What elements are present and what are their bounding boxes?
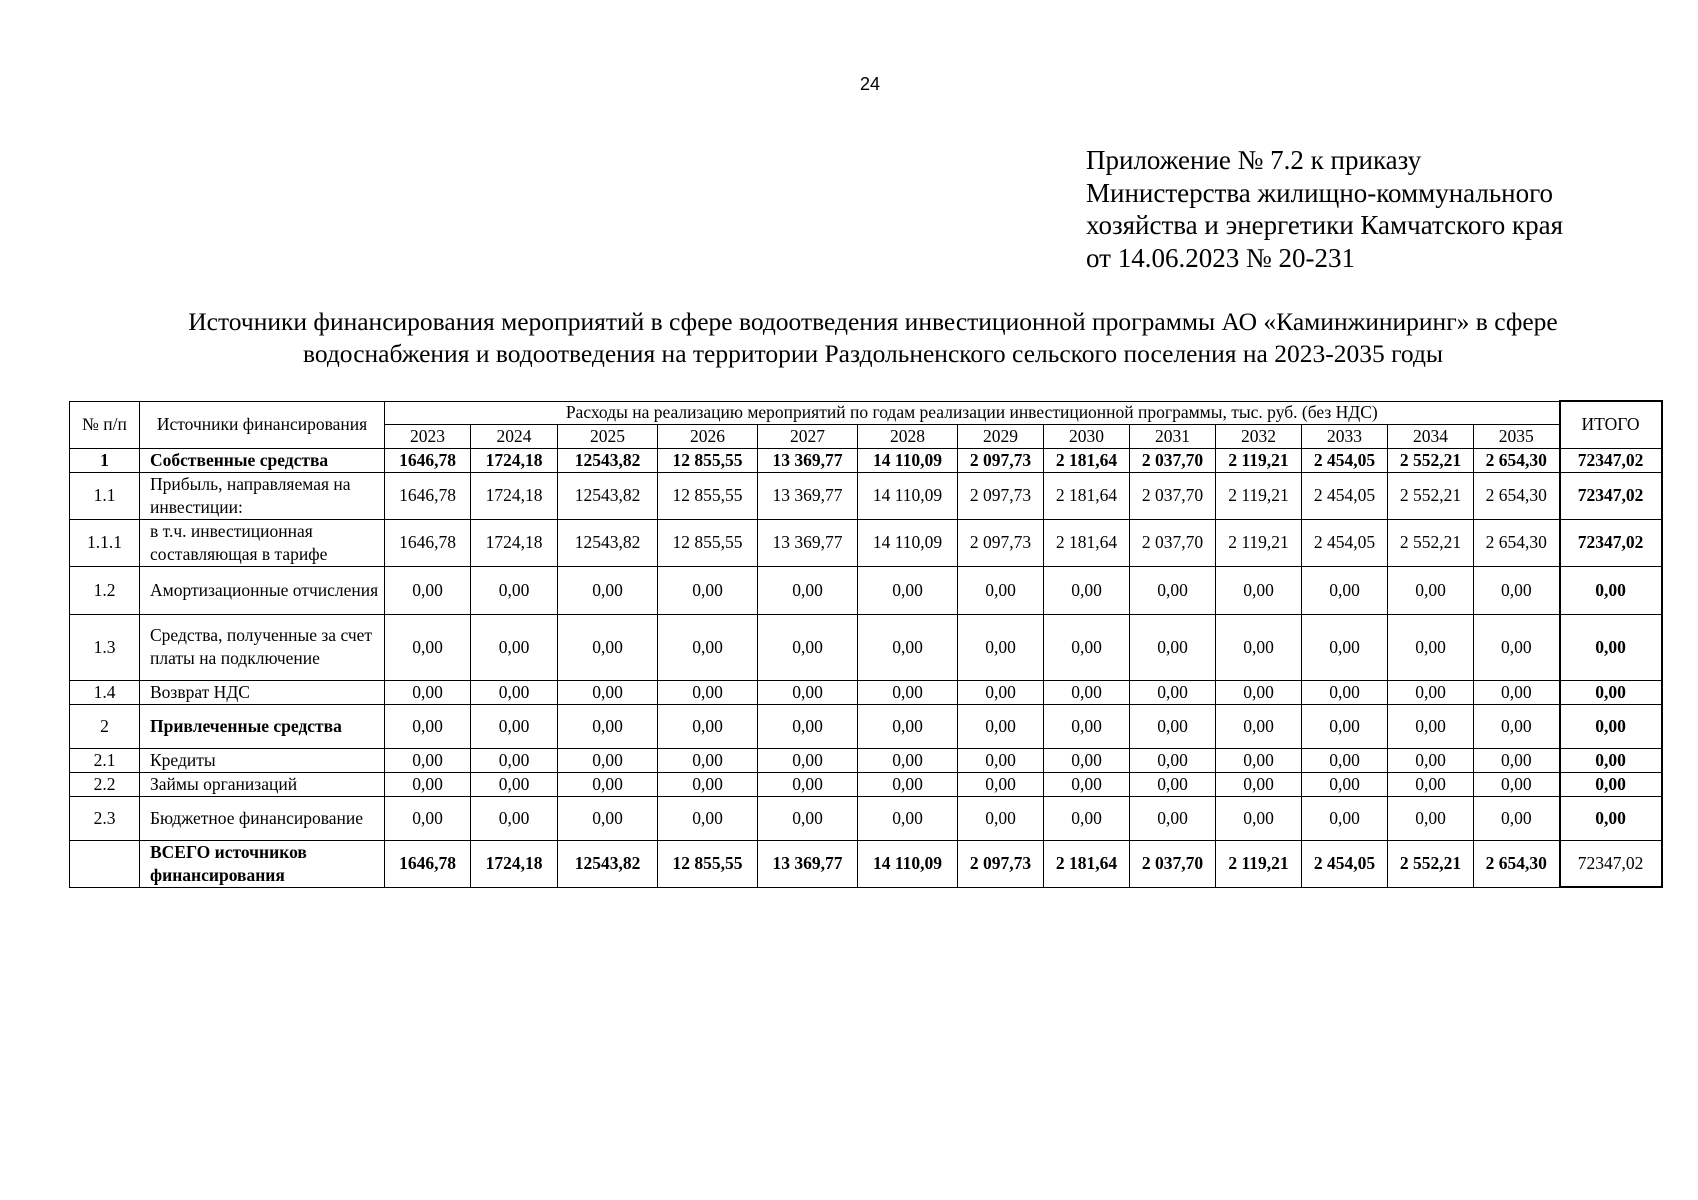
row-value: 0,00	[385, 796, 471, 840]
table-row	[70, 772, 1662, 796]
row-value: 0,00	[1216, 566, 1302, 614]
row-value: 2 552,21	[1388, 840, 1474, 887]
row-value: 0,00	[385, 704, 471, 748]
row-total: 72347,02	[1560, 472, 1662, 519]
row-value: 2 552,21	[1388, 448, 1474, 472]
row-value: 0,00	[858, 772, 958, 796]
row-value: 0,00	[1388, 566, 1474, 614]
row-source: Амортизационные отчисления	[140, 566, 385, 614]
row-value: 0,00	[658, 796, 758, 840]
row-num	[70, 840, 140, 887]
row-value: 0,00	[858, 614, 958, 680]
row-value: 0,00	[1216, 614, 1302, 680]
row-value: 0,00	[558, 796, 658, 840]
row-value: 0,00	[858, 566, 958, 614]
row-value: 12543,82	[558, 840, 658, 887]
row-num: 1.1.1	[70, 519, 140, 566]
row-num: 1.2	[70, 566, 140, 614]
header-year: 2035	[1474, 424, 1560, 448]
row-value: 2 552,21	[1388, 472, 1474, 519]
row-value: 2 037,70	[1130, 840, 1216, 887]
row-value: 0,00	[1216, 680, 1302, 704]
row-total: 0,00	[1560, 772, 1662, 796]
row-value: 2 119,21	[1216, 519, 1302, 566]
row-value: 2 037,70	[1130, 472, 1216, 519]
row-value: 0,00	[1130, 614, 1216, 680]
row-value: 2 654,30	[1474, 472, 1560, 519]
row-value: 0,00	[1474, 748, 1560, 772]
row-total: 72347,02	[1560, 519, 1662, 566]
row-value: 0,00	[1388, 772, 1474, 796]
row-value: 0,00	[1474, 796, 1560, 840]
row-value: 0,00	[1302, 796, 1388, 840]
row-value: 0,00	[958, 772, 1044, 796]
row-value: 2 454,05	[1302, 519, 1388, 566]
row-value: 0,00	[658, 614, 758, 680]
row-value: 0,00	[558, 614, 658, 680]
row-value: 0,00	[1388, 796, 1474, 840]
row-value: 0,00	[958, 566, 1044, 614]
row-value: 0,00	[471, 680, 558, 704]
row-source: Прибыль, направляемая на инвестиции:	[140, 472, 385, 519]
header-year: 2028	[858, 424, 958, 448]
row-value: 0,00	[1302, 704, 1388, 748]
row-source: Займы организаций	[140, 772, 385, 796]
row-num: 1.3	[70, 614, 140, 680]
row-value: 0,00	[1130, 796, 1216, 840]
row-value: 2 654,30	[1474, 519, 1560, 566]
row-value: 2 181,64	[1044, 519, 1130, 566]
header-expenses: Расходы на реализацию мероприятий по годам реализации инвестиционной программы, тыс. руб. (без НДС)	[385, 401, 1560, 424]
row-total: 0,00	[1560, 796, 1662, 840]
row-value: 0,00	[1474, 704, 1560, 748]
row-value: 0,00	[958, 614, 1044, 680]
row-value: 0,00	[858, 796, 958, 840]
row-value: 2 097,73	[958, 840, 1044, 887]
table-row	[70, 748, 1662, 772]
row-value: 0,00	[1302, 614, 1388, 680]
appendix-block	[1086, 144, 1563, 274]
row-value: 0,00	[958, 796, 1044, 840]
row-value: 1646,78	[385, 840, 471, 887]
row-value: 0,00	[1302, 566, 1388, 614]
row-value: 1724,18	[471, 840, 558, 887]
row-value: 0,00	[471, 566, 558, 614]
row-num: 2.2	[70, 772, 140, 796]
document-title	[60, 306, 1686, 370]
row-value: 13 369,77	[758, 840, 858, 887]
appendix-line: Министерства жилищно-коммунального	[1086, 177, 1554, 208]
table-row	[70, 566, 1662, 614]
row-value: 0,00	[385, 680, 471, 704]
row-value: 0,00	[658, 772, 758, 796]
row-value: 0,00	[1130, 704, 1216, 748]
row-value: 0,00	[385, 614, 471, 680]
row-source: Кредиты	[140, 748, 385, 772]
row-value: 13 369,77	[758, 472, 858, 519]
row-source: Собственные средства	[140, 448, 385, 472]
row-value: 0,00	[558, 748, 658, 772]
row-value: 0,00	[1216, 772, 1302, 796]
row-value: 0,00	[1130, 748, 1216, 772]
row-value: 0,00	[471, 796, 558, 840]
row-value: 1724,18	[471, 448, 558, 472]
row-value: 2 097,73	[958, 519, 1044, 566]
row-value: 2 181,64	[1044, 472, 1130, 519]
row-num: 1	[70, 448, 140, 472]
row-value: 2 119,21	[1216, 840, 1302, 887]
row-value: 1724,18	[471, 519, 558, 566]
header-total: ИТОГО	[1560, 401, 1662, 448]
table-row	[70, 472, 1662, 519]
row-value: 0,00	[758, 704, 858, 748]
row-value: 0,00	[471, 614, 558, 680]
row-value: 0,00	[1130, 680, 1216, 704]
row-value: 14 110,09	[858, 519, 958, 566]
row-value: 0,00	[1302, 748, 1388, 772]
row-value: 0,00	[1130, 566, 1216, 614]
row-value: 13 369,77	[758, 519, 858, 566]
row-value: 0,00	[385, 566, 471, 614]
header-year: 2029	[958, 424, 1044, 448]
header-year: 2034	[1388, 424, 1474, 448]
row-value: 2 654,30	[1474, 840, 1560, 887]
row-value: 2 037,70	[1130, 448, 1216, 472]
row-value: 0,00	[1388, 704, 1474, 748]
row-value: 0,00	[1044, 680, 1130, 704]
row-value: 1646,78	[385, 519, 471, 566]
row-value: 0,00	[1388, 680, 1474, 704]
header-year: 2033	[1302, 424, 1388, 448]
row-source: Бюджетное финансирование	[140, 796, 385, 840]
row-value: 0,00	[858, 704, 958, 748]
row-value: 0,00	[758, 614, 858, 680]
row-value: 0,00	[758, 680, 858, 704]
row-value: 0,00	[958, 680, 1044, 704]
row-value: 2 454,05	[1302, 840, 1388, 887]
row-value: 2 552,21	[1388, 519, 1474, 566]
header-year: 2026	[658, 424, 758, 448]
row-value: 2 097,73	[958, 472, 1044, 519]
row-source: Привлеченные средства	[140, 704, 385, 748]
row-num: 1.4	[70, 680, 140, 704]
row-value: 2 037,70	[1130, 519, 1216, 566]
row-source: ВСЕГО источников финансирования	[140, 840, 385, 887]
row-num: 2	[70, 704, 140, 748]
row-value: 0,00	[1474, 772, 1560, 796]
row-value: 0,00	[858, 748, 958, 772]
row-value: 12 855,55	[658, 840, 758, 887]
financing-table	[69, 400, 1663, 888]
row-value: 0,00	[1044, 566, 1130, 614]
row-value: 0,00	[1044, 796, 1130, 840]
header-year: 2031	[1130, 424, 1216, 448]
row-value: 0,00	[958, 748, 1044, 772]
row-total: 0,00	[1560, 680, 1662, 704]
row-value: 0,00	[1044, 772, 1130, 796]
row-value: 0,00	[1474, 680, 1560, 704]
row-value: 0,00	[385, 772, 471, 796]
row-value: 0,00	[1216, 748, 1302, 772]
title-line: водоснабжения и водоотведения на территории Раздольненского сельского поселения на 2023-2035 годы	[302, 339, 1444, 368]
header-num: № п/п	[70, 401, 140, 448]
row-value: 0,00	[1474, 614, 1560, 680]
table-row	[70, 796, 1662, 840]
row-value: 2 454,05	[1302, 448, 1388, 472]
header-year: 2032	[1216, 424, 1302, 448]
row-value: 12 855,55	[658, 472, 758, 519]
row-value: 0,00	[1130, 772, 1216, 796]
row-value: 0,00	[1474, 566, 1560, 614]
row-source: в т.ч. инвестиционная составляющая в тарифе	[140, 519, 385, 566]
row-num: 1.1	[70, 472, 140, 519]
table-row	[70, 704, 1662, 748]
row-value: 0,00	[758, 566, 858, 614]
row-value: 0,00	[1044, 614, 1130, 680]
row-value: 2 181,64	[1044, 448, 1130, 472]
page-number: 24	[859, 74, 881, 94]
table-row	[70, 448, 1662, 472]
row-value: 0,00	[658, 748, 758, 772]
row-value: 0,00	[1302, 680, 1388, 704]
title-line: Источники финансирования мероприятий в сфере водоотведения инвестиционной программы АО «Каминжиниринг» в сфере	[188, 307, 1558, 336]
row-value: 0,00	[658, 704, 758, 748]
row-value: 12543,82	[558, 519, 658, 566]
row-value: 0,00	[558, 680, 658, 704]
row-value: 14 110,09	[858, 840, 958, 887]
row-value: 2 119,21	[1216, 448, 1302, 472]
row-value: 0,00	[858, 680, 958, 704]
row-value: 0,00	[658, 680, 758, 704]
row-total: 72347,02	[1560, 448, 1662, 472]
header-source: Источники финансирования	[140, 401, 385, 448]
table-row	[70, 519, 1662, 566]
row-value: 14 110,09	[858, 472, 958, 519]
header-year: 2024	[471, 424, 558, 448]
row-value: 0,00	[1216, 704, 1302, 748]
row-value: 1646,78	[385, 448, 471, 472]
appendix-line: хозяйства и энергетики Камчатского края	[1086, 210, 1564, 240]
row-value: 12 855,55	[658, 448, 758, 472]
header-year: 2027	[758, 424, 858, 448]
row-num: 2.1	[70, 748, 140, 772]
row-value: 12543,82	[558, 472, 658, 519]
row-value: 2 454,05	[1302, 472, 1388, 519]
row-value: 14 110,09	[858, 448, 958, 472]
row-value: 0,00	[1302, 772, 1388, 796]
row-value: 0,00	[558, 772, 658, 796]
row-value: 12 855,55	[658, 519, 758, 566]
header-year: 2025	[558, 424, 658, 448]
row-value: 1724,18	[471, 472, 558, 519]
row-total: 0,00	[1560, 748, 1662, 772]
row-total: 0,00	[1560, 704, 1662, 748]
row-value: 0,00	[471, 748, 558, 772]
header-year: 2030	[1044, 424, 1130, 448]
row-value: 0,00	[1388, 614, 1474, 680]
table-row	[70, 680, 1662, 704]
row-source: Возврат НДС	[140, 680, 385, 704]
row-total: 72347,02	[1560, 840, 1662, 887]
row-value: 1646,78	[385, 472, 471, 519]
row-value: 0,00	[1044, 704, 1130, 748]
row-value: 0,00	[471, 772, 558, 796]
row-value: 0,00	[558, 704, 658, 748]
row-value: 0,00	[471, 704, 558, 748]
row-value: 0,00	[958, 704, 1044, 748]
row-value: 2 654,30	[1474, 448, 1560, 472]
row-source: Средства, полученные за счет платы на подключение	[140, 614, 385, 680]
table-row	[70, 840, 1662, 887]
header-year: 2023	[385, 424, 471, 448]
row-value: 0,00	[1388, 748, 1474, 772]
row-value: 2 181,64	[1044, 840, 1130, 887]
row-value: 2 119,21	[1216, 472, 1302, 519]
row-value: 0,00	[385, 748, 471, 772]
row-total: 0,00	[1560, 614, 1662, 680]
table-row	[70, 614, 1662, 680]
row-value: 0,00	[1044, 748, 1130, 772]
row-value: 0,00	[658, 566, 758, 614]
row-value: 0,00	[758, 748, 858, 772]
row-value: 12543,82	[558, 448, 658, 472]
appendix-line: от 14.06.2023 № 20-231	[1086, 242, 1355, 273]
row-value: 0,00	[758, 796, 858, 840]
row-num: 2.3	[70, 796, 140, 840]
row-value: 2 097,73	[958, 448, 1044, 472]
row-value: 13 369,77	[758, 448, 858, 472]
row-value: 0,00	[1216, 796, 1302, 840]
row-value: 0,00	[558, 566, 658, 614]
appendix-line: Приложение № 7.2 к приказу	[1086, 145, 1422, 175]
row-total: 0,00	[1560, 566, 1662, 614]
row-value: 0,00	[758, 772, 858, 796]
